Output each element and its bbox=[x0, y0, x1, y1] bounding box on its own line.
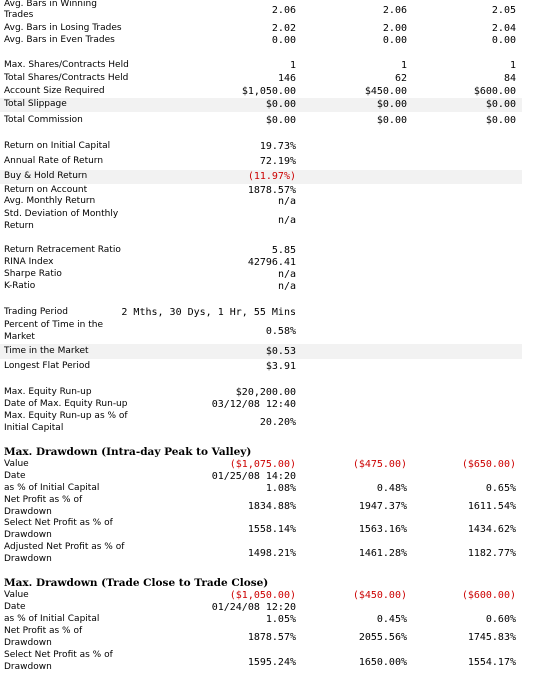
value-long: $0.00 bbox=[376, 99, 407, 110]
row-account-size bbox=[0, 86, 522, 98]
value-all: $20,200.00 bbox=[235, 387, 296, 398]
value-short: $0.00 bbox=[485, 115, 516, 126]
row-total-commission bbox=[0, 114, 522, 128]
value-short: $600.00 bbox=[473, 86, 516, 97]
row-dd2-value bbox=[0, 590, 522, 602]
row-dd2-pct bbox=[0, 614, 522, 626]
row-label-cont: Trades bbox=[4, 10, 34, 20]
row-avg-monthly bbox=[0, 197, 522, 208]
row-label: Buy & Hold Return bbox=[4, 171, 88, 181]
row-label: Avg. Bars in Losing Trades bbox=[4, 23, 122, 33]
row-label-cont: Market bbox=[4, 332, 35, 342]
value-all: 1.08% bbox=[265, 483, 296, 494]
value-all: 2.06 bbox=[271, 5, 296, 16]
value-short: 84 bbox=[503, 73, 516, 84]
row-label: Time in the Market bbox=[4, 346, 89, 356]
value-all: n/a bbox=[277, 215, 296, 226]
value-all: 01/24/08 12:20 bbox=[211, 602, 296, 613]
value-short: $0.00 bbox=[485, 99, 516, 110]
value-long: $0.00 bbox=[376, 115, 407, 126]
value-all: n/a bbox=[277, 281, 296, 292]
value-long: ($450.00) bbox=[352, 590, 407, 601]
row-percent-time bbox=[0, 320, 522, 344]
value-all: 42796.41 bbox=[247, 257, 296, 268]
row-label: K-Ratio bbox=[4, 281, 36, 291]
row-trading-period bbox=[0, 306, 522, 320]
row-label: RINA Index bbox=[4, 257, 54, 267]
value-short: 0.65% bbox=[485, 483, 516, 494]
row-avg-bars-even bbox=[0, 35, 522, 47]
value-all: 03/12/08 12:40 bbox=[211, 399, 296, 410]
row-runup-pct bbox=[0, 411, 522, 435]
row-label: Date of Max. Equity Run-up bbox=[4, 399, 128, 409]
value-short: 1745.83% bbox=[467, 632, 516, 643]
row-dd1-value bbox=[0, 459, 522, 471]
row-label: Net Profit as % of bbox=[4, 495, 83, 505]
value-all: 72.19% bbox=[259, 156, 296, 167]
value-all: 1 bbox=[289, 60, 296, 71]
row-label: Max. Equity Run-up as % of bbox=[4, 411, 128, 421]
value-all: 146 bbox=[277, 73, 296, 84]
row-dd2-net-profit bbox=[0, 626, 522, 650]
row-label: Value bbox=[4, 590, 29, 600]
value-all: 1498.21% bbox=[247, 548, 296, 559]
row-label-cont: Drawdown bbox=[4, 530, 52, 540]
row-label: Annual Rate of Return bbox=[4, 156, 104, 166]
value-short: 1 bbox=[509, 60, 516, 71]
value-short: ($600.00) bbox=[461, 590, 516, 601]
value-short: 1434.62% bbox=[467, 524, 516, 535]
row-return-retracement bbox=[0, 245, 522, 257]
row-label: Avg. Monthly Return bbox=[4, 196, 96, 206]
value-all: 5.85 bbox=[271, 245, 296, 256]
row-label-cont: Drawdown bbox=[4, 554, 52, 564]
value-short: 2.04 bbox=[491, 23, 516, 34]
value-all: 2.02 bbox=[271, 23, 296, 34]
value-long: 62 bbox=[394, 73, 407, 84]
row-label: Return Retracement Ratio bbox=[4, 245, 121, 255]
row-label: Account Size Required bbox=[4, 86, 105, 96]
row-label: Adjusted Net Profit as % of bbox=[4, 542, 125, 552]
row-dd2-select-net-profit bbox=[0, 650, 522, 673]
row-k-ratio bbox=[0, 281, 522, 293]
row-label-cont: Initial Capital bbox=[4, 423, 64, 433]
row-label: Sharpe Ratio bbox=[4, 269, 62, 279]
row-label: Value bbox=[4, 459, 29, 469]
row-total-slippage bbox=[0, 98, 522, 112]
value-short: 0.60% bbox=[485, 614, 516, 625]
value-long: 0.00 bbox=[382, 35, 407, 46]
row-rina-index bbox=[0, 257, 522, 269]
value-long: 2.06 bbox=[382, 5, 407, 16]
row-label-cont: Return bbox=[4, 221, 34, 231]
row-dd1-pct bbox=[0, 483, 522, 495]
row-label: Avg. Bars in Winning bbox=[4, 0, 97, 9]
value-long: 1947.37% bbox=[358, 501, 407, 512]
row-label: Return on Initial Capital bbox=[4, 141, 111, 151]
row-dd1-net-profit bbox=[0, 495, 522, 518]
row-dd1-adjusted-net-profit bbox=[0, 542, 522, 566]
row-sharpe bbox=[0, 269, 522, 281]
value-long: 0.45% bbox=[376, 614, 407, 625]
value-short: 1182.77% bbox=[467, 548, 516, 559]
value-all: 1595.24% bbox=[247, 657, 296, 668]
row-max-runup bbox=[0, 387, 522, 399]
row-label: Max. Equity Run-up bbox=[4, 387, 92, 397]
row-label: Avg. Bars in Even Trades bbox=[4, 35, 115, 45]
value-all: 1834.88% bbox=[247, 501, 296, 512]
row-label-cont: Drawdown bbox=[4, 662, 52, 672]
row-label: Std. Deviation of Monthly bbox=[4, 209, 119, 219]
value-short: 0.00 bbox=[491, 35, 516, 46]
row-avg-bars-winning bbox=[0, 0, 522, 22]
row-label: Total Shares/Contracts Held bbox=[4, 73, 129, 83]
value-long: 2055.56% bbox=[358, 632, 407, 643]
value-all: $1,050.00 bbox=[241, 86, 296, 97]
value-all: 20.20% bbox=[259, 417, 296, 428]
row-return-initial bbox=[0, 140, 522, 154]
row-label: Return on Account bbox=[4, 185, 88, 195]
row-label-cont: Drawdown bbox=[4, 507, 52, 517]
value-all: ($1,075.00) bbox=[229, 459, 296, 470]
value-all: 1878.57% bbox=[247, 632, 296, 643]
value-short: ($650.00) bbox=[461, 459, 516, 470]
row-label: Max. Shares/Contracts Held bbox=[4, 60, 129, 70]
value-short: 1554.17% bbox=[467, 657, 516, 668]
value-all: 1558.14% bbox=[247, 524, 296, 535]
row-label: Total Commission bbox=[4, 115, 83, 125]
row-label: Trading Period bbox=[4, 307, 68, 317]
value-long: 1 bbox=[400, 60, 407, 71]
value-long: 1563.16% bbox=[358, 524, 407, 535]
value-all: $0.00 bbox=[265, 115, 296, 126]
row-label: Longest Flat Period bbox=[4, 361, 91, 371]
value-long: 2.00 bbox=[382, 23, 407, 34]
value-long: ($475.00) bbox=[352, 459, 407, 470]
row-label: Percent of Time in the bbox=[4, 320, 103, 330]
row-label: as % of Initial Capital bbox=[4, 483, 100, 493]
row-time-market bbox=[0, 344, 522, 359]
row-label: Net Profit as % of bbox=[4, 626, 83, 636]
row-max-shares bbox=[0, 60, 522, 72]
row-annual-rate bbox=[0, 155, 522, 169]
value-all: 2 Mths, 30 Dys, 1 Hr, 55 Mins bbox=[121, 307, 296, 318]
row-label-cont: Drawdown bbox=[4, 638, 52, 648]
value-all: 1.05% bbox=[265, 614, 296, 625]
value-all: n/a bbox=[277, 269, 296, 280]
row-avg-bars-losing bbox=[0, 23, 522, 35]
value-all: $0.53 bbox=[265, 346, 296, 357]
row-date-runup bbox=[0, 399, 522, 411]
row-label: Select Net Profit as % of bbox=[4, 650, 113, 660]
value-short: 1611.54% bbox=[467, 501, 516, 512]
value-long: 1461.28% bbox=[358, 548, 407, 559]
row-label: Date bbox=[4, 602, 26, 612]
row-label: as % of Initial Capital bbox=[4, 614, 100, 624]
value-all: 0.00 bbox=[271, 35, 296, 46]
section-header-dd-trade: Max. Drawdown (Trade Close to Trade Close) bbox=[4, 577, 269, 589]
value-all: 19.73% bbox=[259, 141, 296, 152]
value-all: n/a bbox=[277, 196, 296, 207]
row-label: Select Net Profit as % of bbox=[4, 518, 113, 528]
row-dd1-date bbox=[0, 471, 522, 483]
row-buy-hold bbox=[0, 170, 522, 184]
row-dd2-date bbox=[0, 602, 522, 614]
row-total-shares bbox=[0, 73, 522, 85]
row-longest-flat bbox=[0, 359, 522, 374]
value-all: $3.91 bbox=[265, 361, 296, 372]
value-long: $450.00 bbox=[364, 86, 407, 97]
value-long: 1650.00% bbox=[358, 657, 407, 668]
row-std-monthly bbox=[0, 209, 522, 233]
value-all: 01/25/08 14:20 bbox=[211, 471, 296, 482]
value-long: 0.48% bbox=[376, 483, 407, 494]
value-short: 2.05 bbox=[491, 5, 516, 16]
value-all: (11.97%) bbox=[247, 171, 296, 182]
row-label: Date bbox=[4, 471, 26, 481]
value-all: 0.58% bbox=[265, 326, 296, 337]
value-all: $0.00 bbox=[265, 99, 296, 110]
value-all: ($1,050.00) bbox=[229, 590, 296, 601]
section-header-dd-intraday: Max. Drawdown (Intra-day Peak to Valley) bbox=[4, 446, 252, 458]
row-label: Total Slippage bbox=[4, 99, 67, 109]
value-all: 1878.57% bbox=[247, 185, 296, 196]
row-dd1-select-net-profit bbox=[0, 518, 522, 542]
